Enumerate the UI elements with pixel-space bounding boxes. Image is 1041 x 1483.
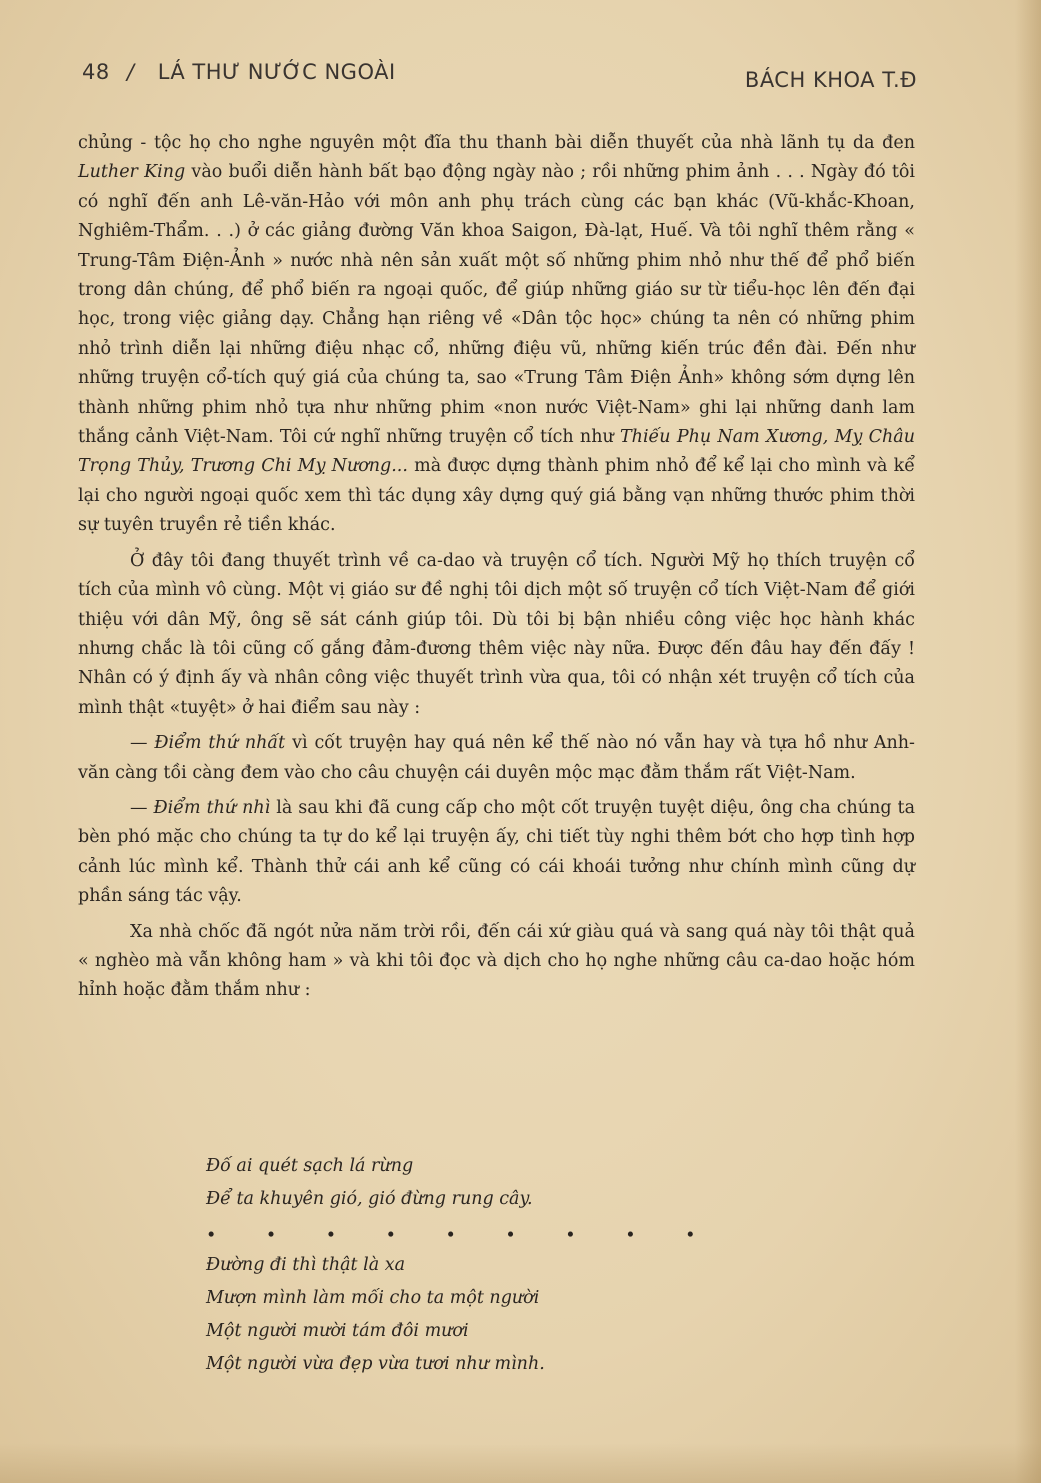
poem-line: Đường đi thì thật là xa bbox=[206, 1255, 406, 1275]
page-edge-stain bbox=[1015, 0, 1041, 1483]
page-number: 48 bbox=[82, 60, 110, 84]
poem-block bbox=[206, 1150, 717, 1381]
italic-phrase: Luther King bbox=[78, 162, 186, 183]
poem-line: Mượn mình làm mối cho ta một người bbox=[206, 1288, 540, 1308]
running-header bbox=[82, 60, 917, 100]
poem-line: Một người vừa đẹp vừa tươi như mình. bbox=[206, 1354, 545, 1374]
italic-phrase: Điểm thứ nhì bbox=[153, 797, 271, 818]
poem-line: Để ta khuyên gió, gió đừng rung cây. bbox=[206, 1189, 533, 1209]
paragraph: chủng - tộc họ cho nghe nguyên một đĩa thu thanh bài diễn thuyết của nhà lãnh tụ da đen Luther King vào buổi diễn hành bất bạo động ngày nào ; rồi những phim ảnh . . . Ngày đó tôi có nghĩ đến anh Lê-văn-Hảo với môn anh phụ trách cùng các bạn khác (Vũ-khắc-Khoan, Nghiêm-Thẩm. . .) ở các giảng đường Văn khoa Saigon, Đà-lạt, Huế. Và tôi nghĩ thêm rằng « Trung-Tâm Điện-Ảnh » nước nhà nên sản xuất một số những phim nhỏ như thế để phổ biến trong dân chúng, để phổ biến ra ngoại quốc, để giúp những giáo sư từ tiểu-học lên đến đại học, trong việc giảng dạy. Chẳng hạn riêng về «Dân tộc học» chúng ta nên có những phim nhỏ trình diễn lại những điệu nhạc cổ, những điệu vũ, những kiến trúc đền đài. Đến như những truyện cổ-tích quý giá của chúng ta, sao «Trung Tâm Điện Ảnh» không sớm dựng lên thành những phim nhỏ tựa như những phim «non nước Việt-Nam» ghi lại những danh lam thắng cảnh Việt-Nam. Tôi cứ nghĩ những truyện cổ tích như Thiếu Phụ Nam Xương, Mỵ Châu Trọng Thủy, Trương Chi Mỵ Nương... mà được dựng thành phim nhỏ để kể lại cho mình và kể lại cho người ngoại quốc xem thì tác dụng xây dựng quý giá bằng vạn những thước phim thời sự tuyên truyền rẻ tiền khác. bbox=[78, 133, 915, 536]
article-body bbox=[78, 129, 915, 1006]
paragraph: Ở đây tôi đang thuyết trình về ca-dao và truyện cổ tích. Người Mỹ họ thích truyện cổ tích của mình vô cùng. Một vị giáo sư đề nghị tôi dịch một số truyện cổ tích Việt-Nam để giới thiệu với dân Mỹ, ông sẽ sát cánh giúp tôi. Dù tôi bị bận nhiều công việc học hành khác nhưng chắc là tôi cũng cố gắng đảm-đương thêm việc này nữa. Được đến đâu hay đến đấy ! Nhân có ý định ấy và nhân công việc thuyết trình vừa qua, tôi có nhận xét truyện cổ tích của mình thật «tuyệt» ở hai điểm sau này : bbox=[78, 550, 915, 718]
italic-phrase: Thiếu Phụ Nam Xương, Mỵ Châu Trọng Thủy, Trương Chi Mỵ Nương... bbox=[78, 427, 915, 477]
paragraph: — Điểm thứ nhất vì cốt truyện hay quá nên kể thế nào nó vẫn hay và tựa hồ như Anh-văn càng tồi càng đem vào cho câu chuyện cái duyên mộc mạc đằm thắm rất Việt-Nam. bbox=[78, 733, 915, 783]
paragraph: — Điểm thứ nhì là sau khi đã cung cấp cho một cốt truyện tuyệt diệu, ông cha chúng ta bèn phó mặc cho chúng ta tự do kể lại truyện ấy, chi tiết tùy nghi thêm bớt cho hợp tình hợp cảnh lúc mình kể. Thành thử cái anh kể cũng có cái khoái tưởng như chính mình cũng dự phần sáng tác vậy. bbox=[78, 797, 915, 907]
paragraph: Xa nhà chốc đã ngót nửa năm trời rồi, đến cái xứ giàu quá và sang quá này tôi thật quả « nghèo mà vẫn không ham » và khi tôi đọc và dịch cho họ nghe những câu ca-dao hoặc hóm hỉnh hoặc đằm thắm như : bbox=[78, 921, 915, 1001]
stanza-separator: • • • • • • • • • bbox=[206, 1226, 718, 1246]
page-bottom-stain bbox=[0, 1443, 1041, 1483]
header-left bbox=[82, 60, 396, 84]
header-slash: / bbox=[126, 60, 135, 84]
italic-phrase: Điểm thứ nhất bbox=[154, 733, 286, 754]
section-title: LÁ THƯ NƯỚC NGOÀI bbox=[157, 60, 396, 84]
poem-line: Một người mười tám đôi mươi bbox=[206, 1321, 469, 1341]
poem-line: Đố ai quét sạch lá rừng bbox=[206, 1156, 414, 1176]
publication-name: BÁCH KHOA T.Đ bbox=[744, 68, 917, 92]
